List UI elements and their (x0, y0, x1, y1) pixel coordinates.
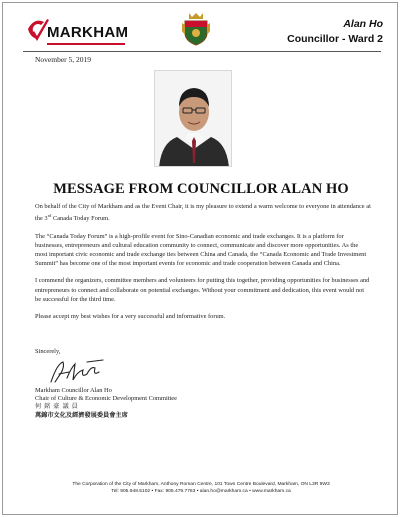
signatory-name-chinese: 何 銘 豪 議 員 (35, 403, 79, 411)
footer-address: The Corporation of the City of Markham, Anthony Roman Centre, 101 Town Centre Boulevard, Markham, ON L3R 9W3 (72, 482, 330, 487)
closing-line: Sincerely, (35, 348, 61, 355)
councillor-name: Alan Ho (343, 18, 383, 30)
logo-wordmark: MARKHAM (47, 24, 129, 41)
message-body (35, 202, 371, 330)
councillor-name-block (287, 18, 383, 45)
councillor-title: Councillor - Ward 2 (287, 33, 383, 45)
signatory-name: Markham Councillor Alan Ho (35, 387, 112, 394)
markham-logo (25, 15, 129, 45)
letter-page (2, 2, 398, 515)
paragraph-forum: The “Canada Today Forum” is a high-profile event for Sino-Canadian economic and trade exchanges. It is a platform for businesses, entrepreneurs and cultural education community to connect, communicate and discover more opportunities. As the most important civic economic and trade exchange ties between China and Canada, the “Canada Economic and Trade Investment Summit” has become one of the most important events for economic and trade cooperation between Canada and China. (35, 232, 367, 267)
letter-footer (3, 481, 399, 495)
signatory-role-chinese: 萬錦市文化及經濟發展委員會主席 (35, 411, 128, 419)
header-divider (23, 51, 381, 52)
coat-of-arms-icon (181, 11, 211, 47)
signature-block (35, 387, 177, 420)
councillor-photo (154, 70, 232, 167)
handwritten-signature (47, 358, 111, 386)
message-heading: MESSAGE FROM COUNCILLOR ALAN HO (53, 181, 349, 197)
logo-underline (47, 43, 125, 45)
paragraph-commend: I commend the organizers, committee members and volunteers for putting this together, providing opportunities for businesses and entrepreneurs to connect and collaborate on potential exchanges. Without your commitment and dedication, this event would not be successful for the third time. (35, 277, 370, 303)
paragraph-welcome: On behalf of the City of Markham and as the Event Chair, it is my pleasure to extend a warm welcome to everyone in attendance at the 3rd Canada Today Forum. (35, 203, 371, 223)
paragraph-wishes: Please accept my best wishes for a very successful and informative forum. (35, 313, 226, 321)
footer-contact: Tel: 905.948.5102 • Fax: 905.479.7763 • alan.ho@markham.ca • www.markham.ca (111, 489, 291, 494)
markham-check-icon (25, 15, 49, 43)
portrait-image (155, 71, 232, 167)
letter-date: November 5, 2019 (35, 55, 92, 64)
signatory-role: Chair of Culture & Economic Development Committee (35, 395, 177, 403)
